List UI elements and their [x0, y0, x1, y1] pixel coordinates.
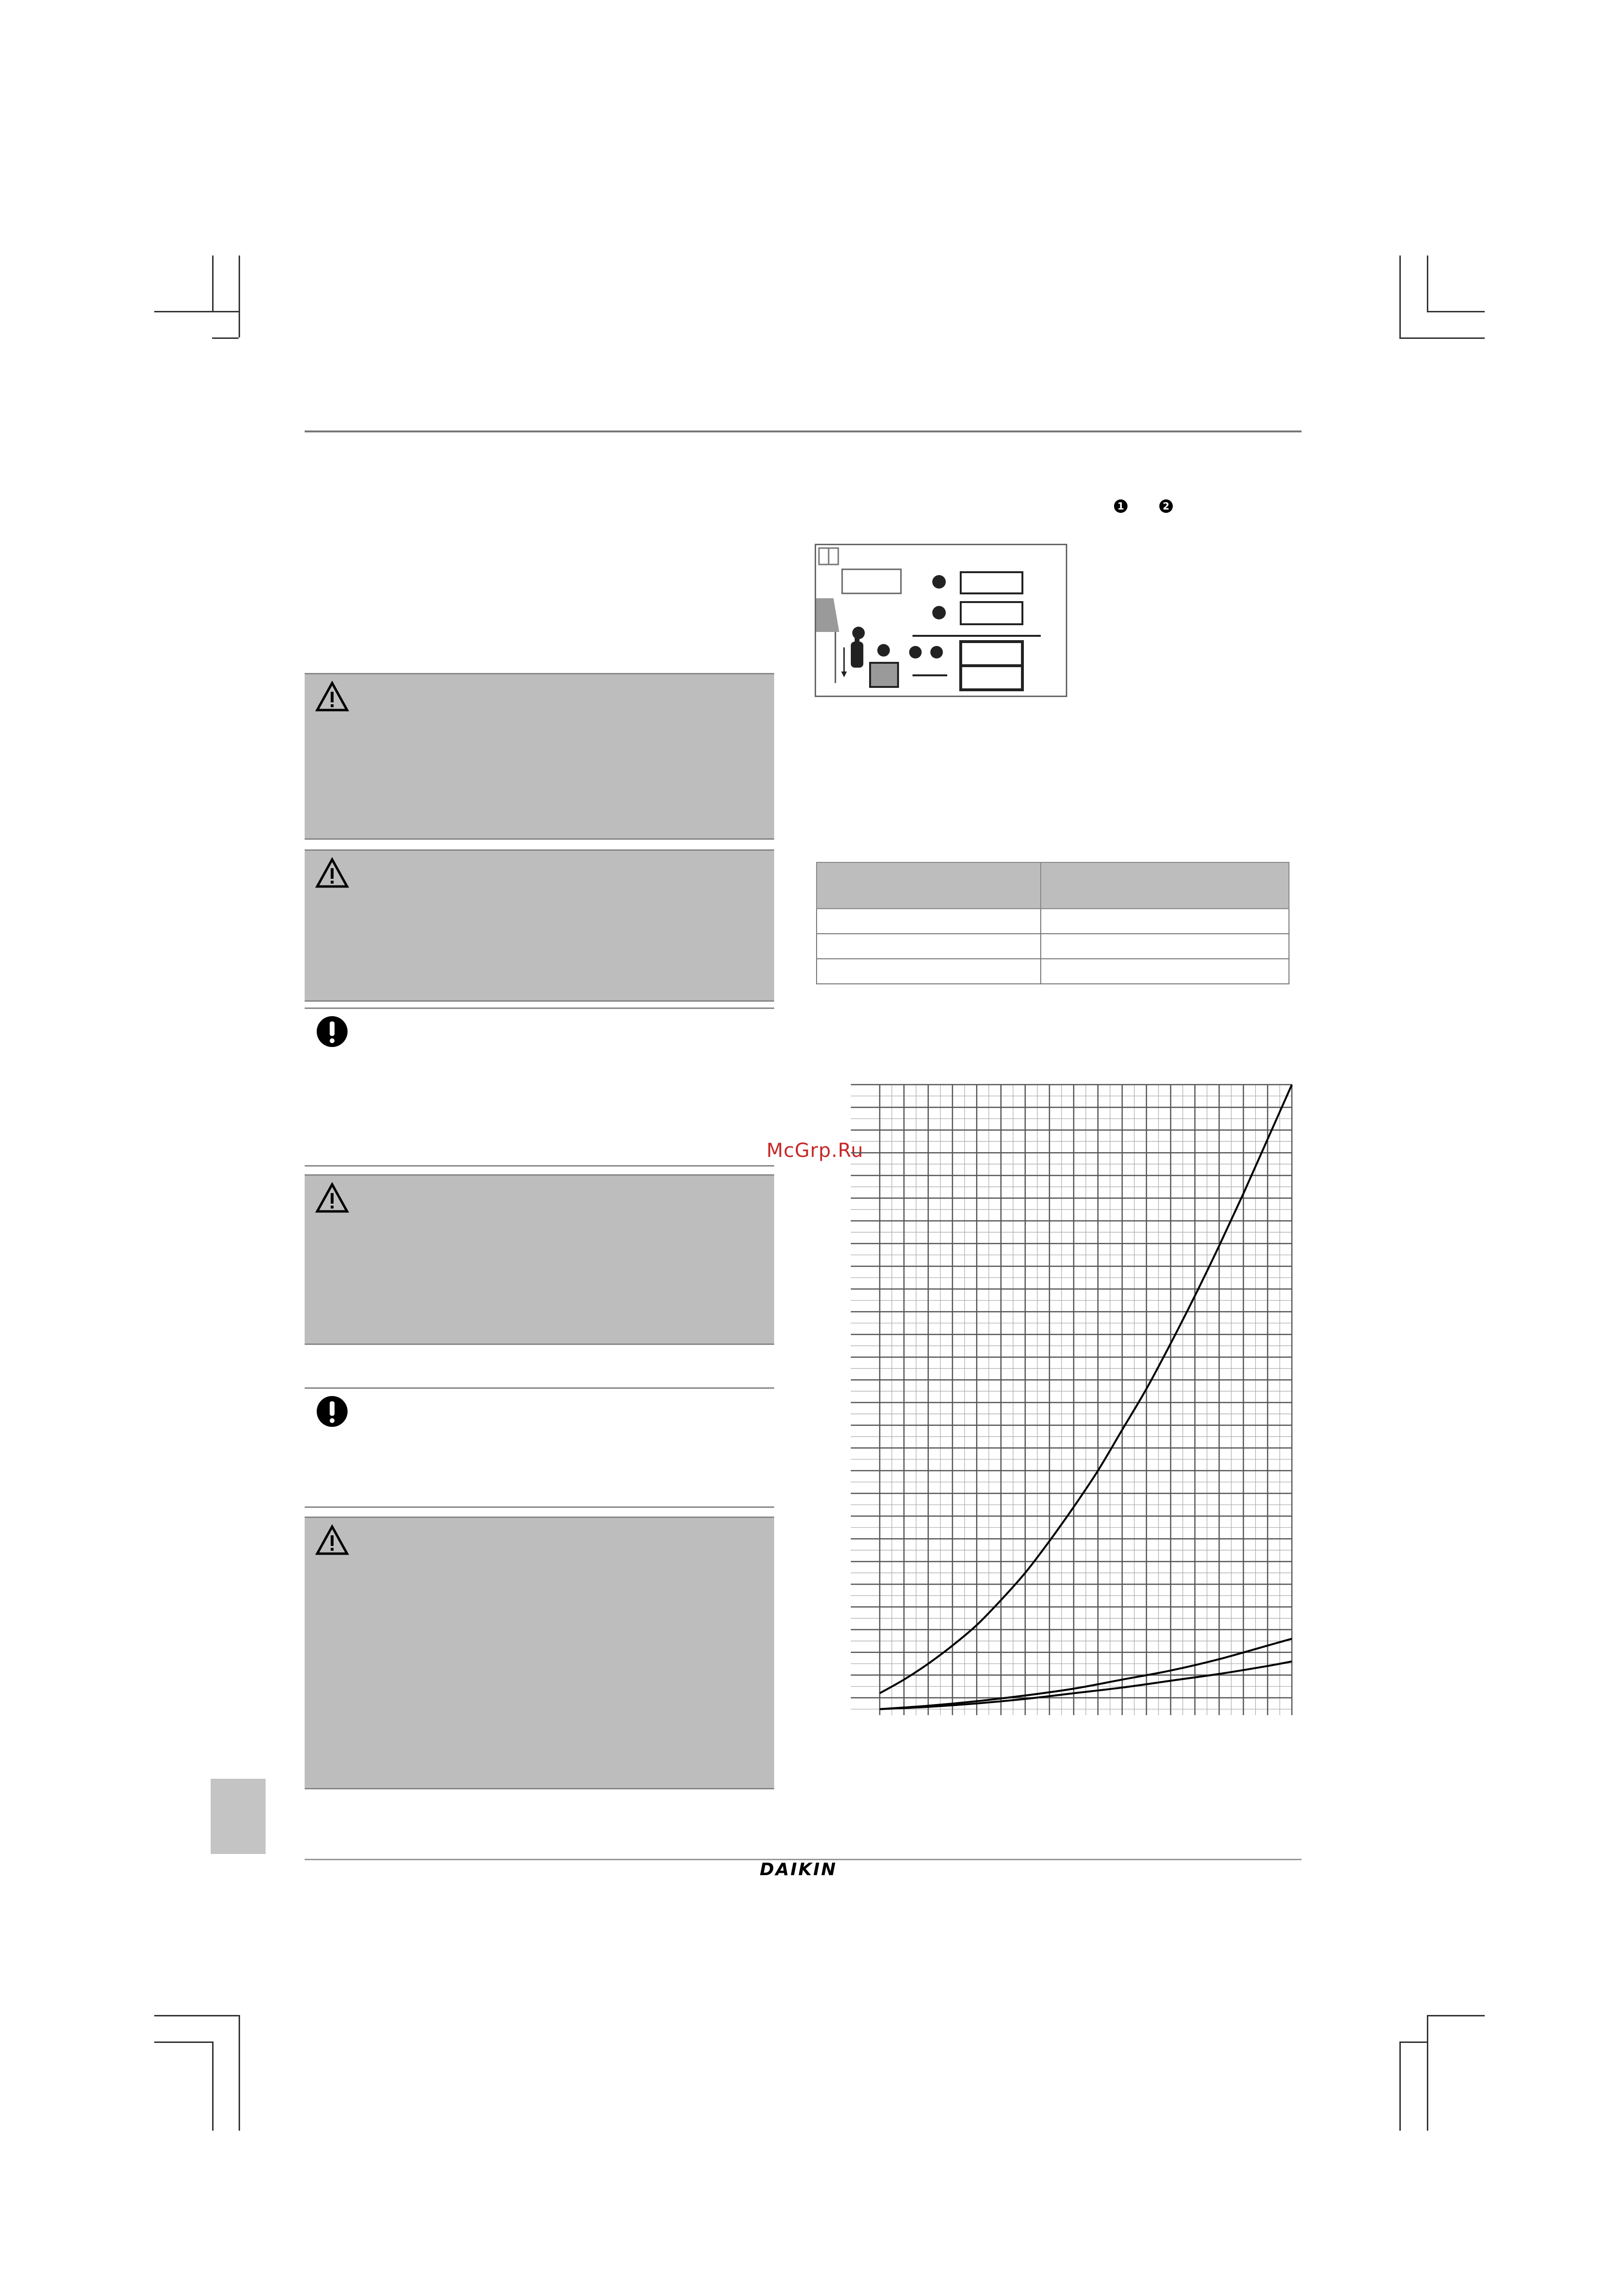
warning-triangle-icon: [315, 857, 349, 890]
label-field: [961, 602, 1022, 624]
label-field: [842, 569, 901, 593]
warning-triangle-icon: [315, 680, 349, 714]
warning-box-1: [305, 673, 774, 840]
refrigerant-cylinder-icon: [841, 637, 863, 677]
label-dot: [932, 575, 946, 589]
exclamation-circle-icon: [315, 1395, 349, 1428]
label-field: [961, 572, 1022, 593]
chapter-tab: [211, 1779, 266, 1854]
table-cell: [1041, 959, 1289, 984]
warning-triangle-icon: [315, 1524, 349, 1558]
brand-logo: DAIKIN: [760, 1860, 837, 1880]
label-dot: [930, 646, 943, 658]
refrigerant-label: [815, 544, 1067, 697]
label-field: [870, 663, 898, 687]
table-cell: [1041, 909, 1289, 934]
table-cell: [817, 934, 1041, 959]
manual-book-icon: [819, 548, 838, 564]
notice-box-1: [305, 1007, 774, 1167]
warning-box-4: [305, 1517, 774, 1789]
watermark-text: McGrp.Ru: [766, 1140, 864, 1162]
table-cell: [1041, 934, 1289, 959]
table-header-cell: [817, 862, 1041, 909]
warning-triangle-icon: [315, 1182, 349, 1215]
label-shade: [816, 598, 839, 632]
curve-chart: [829, 1070, 1302, 1716]
notice-box-2: [305, 1387, 774, 1508]
warning-box-2: [305, 849, 774, 1002]
label-dot: [909, 646, 922, 658]
table-header-row: [817, 862, 1289, 909]
refrigerant-label-drawing: [816, 545, 1066, 696]
table-cell: [817, 959, 1041, 984]
step-marker-1: 1: [1114, 499, 1127, 513]
table-row: [817, 934, 1289, 959]
label-dot: [877, 644, 890, 657]
table-cell: [817, 909, 1041, 934]
exclamation-circle-icon: [315, 1015, 349, 1048]
table-header-cell: [1041, 862, 1289, 909]
header-rule: [305, 430, 1302, 432]
warning-box-3: [305, 1174, 774, 1345]
label-dot: [932, 606, 946, 619]
specification-table: [816, 862, 1289, 984]
table-row: [817, 959, 1289, 984]
table-row: [817, 909, 1289, 934]
step-marker-2: 2: [1159, 499, 1173, 513]
